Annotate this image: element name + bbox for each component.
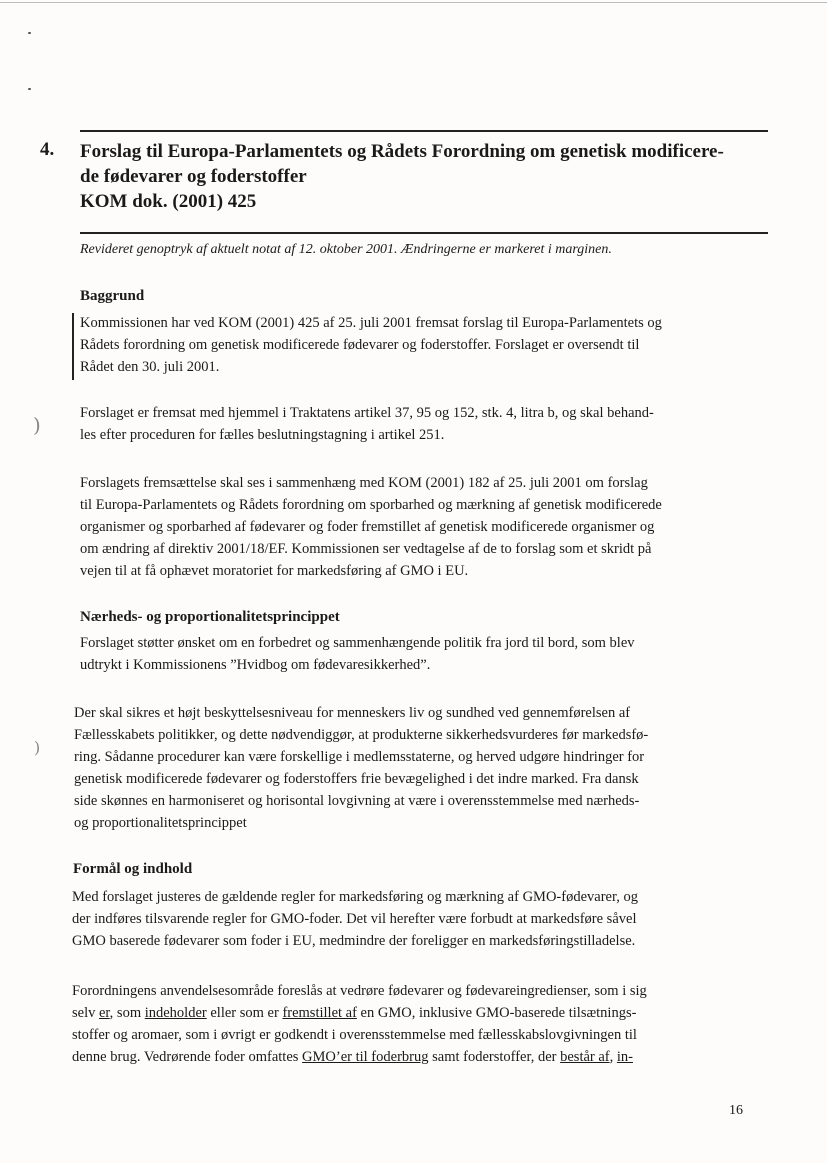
scan-top-edge [0, 2, 827, 3]
paragraph-formaal-2 [72, 980, 647, 1068]
paragraph-formaal-1 [72, 886, 638, 952]
text-line [72, 1002, 647, 1024]
underlined-text: fremstillet af [282, 1005, 357, 1021]
text-span: denne brug. Vedrørende foder omfattes [72, 1049, 303, 1065]
underlined-text: in- [616, 1049, 633, 1065]
text-line: der indføres tilsvarende regler for GMO-foder. Det vil herefter være forbudt at markedsføre såvel [72, 911, 637, 927]
text-line: om ændring af direktiv 2001/18/EF. Kommissionen ser vedtagelse af de to forslag som et skridt på [80, 541, 652, 557]
text-line: Forordningens anvendelsesområde foreslås at vedrøre fødevarer og fødevareingredienser, som i sig [72, 983, 647, 999]
text-span: , [609, 1049, 617, 1065]
paragraph-naerhed-2 [74, 702, 648, 834]
text-line: Forslaget er fremsat med hjemmel i Traktatens artikel 37, 95 og 152, stk. 4, litra b, og skal behand- [80, 405, 654, 421]
text-span: eller som er [206, 1005, 283, 1021]
text-line: til Europa-Parlamentets og Rådets forordning om sporbarhed og mærkning af genetisk modificerede [80, 497, 662, 513]
paragraph-naerhed-1 [80, 632, 635, 676]
text-line [72, 1046, 647, 1068]
text-line: Forslaget støtter ønsket om en forbedret og sammenhængende politik fra jord til bord, som blev [80, 635, 635, 651]
section-title-baggrund: Baggrund [80, 288, 145, 304]
page-number: 16 [729, 1103, 743, 1118]
text-line: vejen til at få ophævet moratoriet for markedsføring af GMO i EU. [80, 563, 469, 579]
heading-top-rule [80, 130, 768, 132]
text-line: Forslagets fremsættelse skal ses i sammenhæng med KOM (2001) 182 af 25. juli 2001 om forslag [80, 475, 648, 491]
text-span: samt foderstoffer, der [428, 1049, 561, 1065]
text-span: selv [72, 1005, 99, 1021]
text-line: Rådets forordning om genetisk modificerede fødevarer og foderstoffer. Forslaget er oversendt til [80, 337, 640, 353]
text-line: les efter proceduren for fælles beslutningstagning i artikel 251. [80, 427, 445, 443]
heading-number: 4. [40, 139, 55, 160]
change-bar [72, 313, 74, 380]
underlined-text: indeholder [144, 1005, 207, 1021]
text-line: og proportionalitetsprincippet [74, 815, 247, 831]
scan-speck [28, 88, 31, 90]
text-line: Kommissionen har ved KOM (2001) 425 af 25. juli 2001 fremsat forslag til Europa-Parlamentets og [80, 315, 662, 331]
text-line: Fællesskabets politikker, og dette nødvendiggør, at produkterne sikkerhedsvurderes før markedsfø- [74, 727, 649, 743]
text-line: genetisk modificerede fødevarer og foderstoffers frie bevægelighed i det indre marked. Fra dansk [74, 771, 639, 787]
margin-bracket-mark: ) [34, 738, 41, 757]
underlined-text: består af [560, 1049, 610, 1065]
text-span: , som [109, 1005, 145, 1021]
text-line: stoffer og aromaer, som i øvrigt er godkendt i overensstemmelse med fællesskabslovgivningen til [72, 1027, 637, 1043]
heading-line: KOM dok. (2001) 425 [80, 191, 257, 212]
text-line: udtrykt i Kommissionens ”Hvidbog om fødevaresikkerhed”. [80, 657, 431, 673]
section-title-formaal: Formål og indhold [73, 861, 193, 877]
underlined-text: GMO’er til foderbrug [302, 1049, 429, 1065]
section-title-naerhed: Nærheds- og proportionalitetsprincippet [80, 609, 340, 625]
underlined-text: er [98, 1005, 110, 1021]
text-line: Der skal sikres et højt beskyttelsesniveau for menneskers liv og sundhed ved gennemførelsen af [74, 705, 631, 721]
text-line: organismer og sporbarhed af fødevarer og foder fremstillet af genetisk modificerede organismer og [80, 519, 655, 535]
paragraph-baggrund-1 [80, 312, 662, 378]
paragraph-baggrund-2 [80, 402, 654, 446]
margin-bracket-mark: ) [33, 413, 41, 437]
text-line: side skønnes en harmoniseret og horisontal lovgivning at være i overensstemmelse med nærheds- [74, 793, 640, 809]
text-span: en GMO, inklusive GMO-baserede tilsætnings- [356, 1005, 637, 1021]
heading-line: de fødevarer og foderstoffer [80, 166, 307, 187]
text-line: Med forslaget justeres de gældende regler for markedsføring og mærkning af GMO-fødevarer, og [72, 889, 638, 905]
revision-note: Revideret genoptryk af aktuelt notat af 12. oktober 2001. Ændringerne er markeret i marginen. [80, 242, 612, 257]
text-line: ring. Sådanne procedurer kan være forskellige i medlemsstaterne, og herved udgøre hindringer for [74, 749, 645, 765]
heading-line: Forslag til Europa-Parlamentets og Rådets Forordning om genetisk modificere- [80, 141, 724, 162]
text-line: Rådet den 30. juli 2001. [80, 359, 220, 375]
paragraph-baggrund-3 [80, 472, 662, 582]
scan-speck [28, 32, 31, 34]
document-heading [80, 139, 768, 214]
text-line: GMO baserede fødevarer som foder i EU, medmindre der foreligger en markedsføringstilladelse. [72, 933, 636, 949]
heading-bottom-rule [80, 232, 768, 234]
